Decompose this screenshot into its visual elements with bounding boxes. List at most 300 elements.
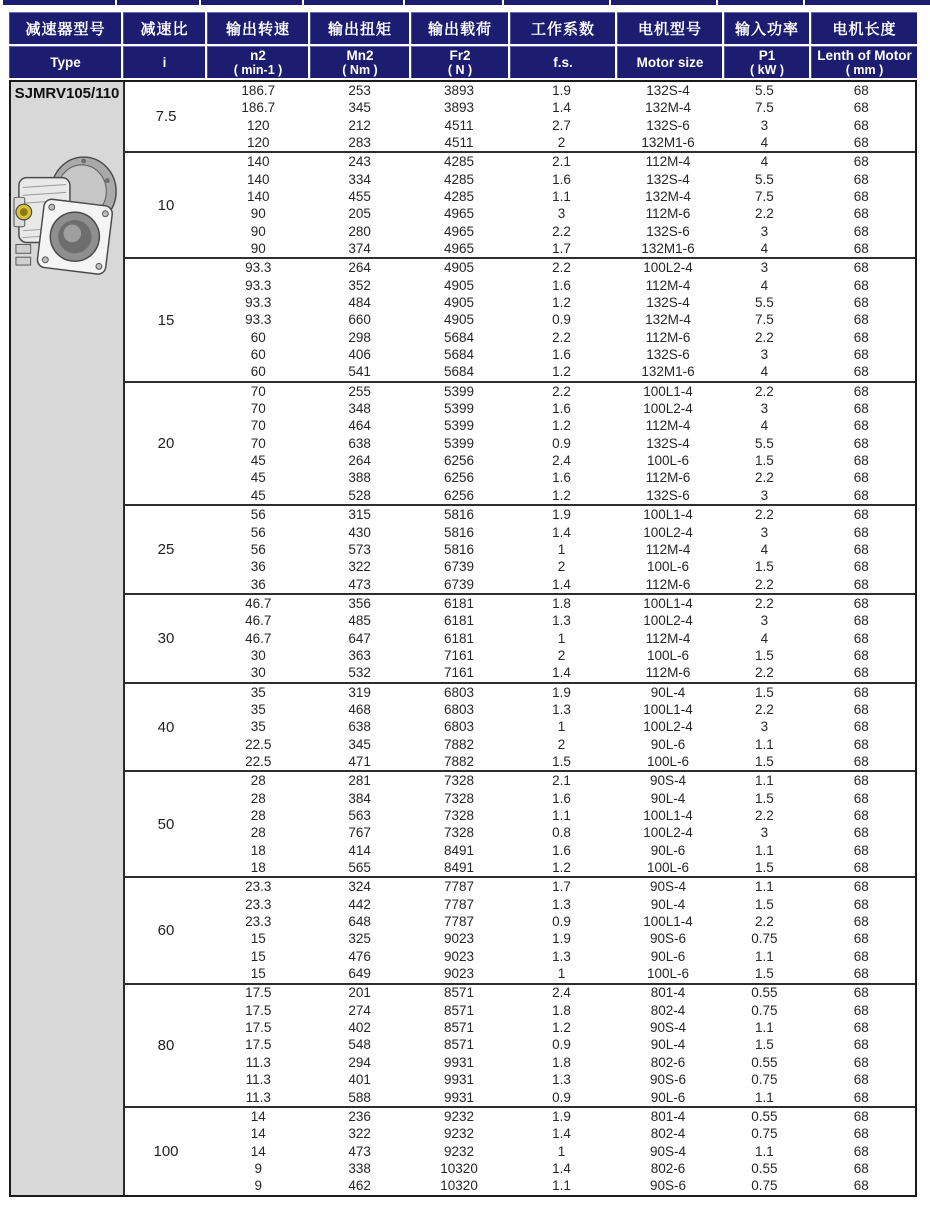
cell-mn2: 473 bbox=[348, 576, 371, 592]
cell-fs: 1.2 bbox=[552, 364, 571, 380]
cell-mn2: 484 bbox=[348, 295, 371, 311]
cell-fs: 2.7 bbox=[552, 117, 571, 133]
header-cn-label: 输出扭矩 bbox=[327, 21, 392, 38]
cell-n2: 22.5 bbox=[245, 753, 272, 769]
cell-motor-size: 801-4 bbox=[650, 985, 686, 1001]
cell-motor-length: 68 bbox=[853, 470, 869, 486]
cell-n2: 140 bbox=[246, 154, 270, 170]
cell-mn2: 236 bbox=[348, 1108, 371, 1124]
cell-fr2: 5399 bbox=[444, 401, 475, 417]
ratio-value: 10 bbox=[157, 196, 175, 214]
cell-motor-size: 90L-4 bbox=[650, 1037, 686, 1053]
cell-motor-length: 68 bbox=[853, 595, 869, 611]
cell-motor-length: 68 bbox=[853, 541, 869, 557]
cell-fr2: 6181 bbox=[444, 613, 475, 629]
cell-motor-length: 68 bbox=[853, 347, 869, 363]
page-top-rule bbox=[3, 0, 930, 5]
cell-p1: 1.1 bbox=[754, 773, 774, 789]
header-cn-label: 减速器型号 bbox=[25, 21, 106, 38]
cell-fs: 1.7 bbox=[552, 241, 571, 257]
cell-fr2: 7328 bbox=[444, 773, 475, 789]
cell-n2: 70 bbox=[250, 435, 266, 451]
cell-motor-length: 68 bbox=[853, 985, 869, 1001]
cell-n2: 120 bbox=[246, 117, 270, 133]
cell-fs: 1.6 bbox=[552, 347, 571, 363]
cell-n2: 14 bbox=[250, 1143, 266, 1159]
cell-mn2: 565 bbox=[348, 860, 371, 876]
cell-fr2: 6256 bbox=[444, 487, 475, 503]
cell-p1: 5.5 bbox=[754, 171, 774, 187]
cell-fs: 1.1 bbox=[552, 1178, 571, 1194]
cell-fs: 1.9 bbox=[552, 684, 571, 700]
cell-motor-size: 801-4 bbox=[650, 1108, 686, 1124]
cell-n2: 93.3 bbox=[245, 295, 272, 311]
cell-n2: 120 bbox=[246, 134, 270, 150]
table-row bbox=[207, 1160, 915, 1177]
table-row bbox=[207, 1037, 915, 1054]
table-row bbox=[207, 859, 915, 876]
cell-motor-length: 68 bbox=[853, 1072, 869, 1088]
cell-mn2: 243 bbox=[348, 154, 371, 170]
table-header-cn-row bbox=[9, 12, 917, 44]
cell-fs: 1.6 bbox=[552, 790, 571, 806]
cell-fr2: 9931 bbox=[444, 1054, 475, 1070]
table-row bbox=[207, 1054, 915, 1071]
cell-p1: 0.75 bbox=[751, 1178, 778, 1194]
cell-motor-length: 68 bbox=[853, 100, 869, 116]
cell-fr2: 7328 bbox=[444, 825, 475, 841]
cell-fs: 2 bbox=[557, 736, 566, 752]
cell-p1: 0.75 bbox=[751, 1002, 778, 1018]
header-cell-cn-5 bbox=[510, 12, 615, 44]
cell-p1: 1.5 bbox=[754, 559, 774, 575]
cell-n2: 45 bbox=[250, 487, 266, 503]
cell-n2: 60 bbox=[250, 347, 266, 363]
cell-fs: 1.2 bbox=[552, 1020, 571, 1036]
header-cell-en-8 bbox=[811, 46, 917, 78]
cell-fr2: 4905 bbox=[444, 312, 475, 328]
cell-motor-length: 68 bbox=[853, 171, 869, 187]
cell-mn2: 255 bbox=[348, 383, 371, 399]
ratio-group bbox=[125, 381, 915, 504]
cell-n2: 30 bbox=[250, 665, 266, 681]
cell-fr2: 6256 bbox=[444, 470, 475, 486]
table-row bbox=[207, 82, 915, 99]
table-row bbox=[207, 506, 915, 523]
cell-fr2: 7882 bbox=[444, 736, 475, 752]
cell-motor-size: 100L2-4 bbox=[643, 260, 693, 276]
cell-p1: 2.2 bbox=[754, 595, 774, 611]
cell-mn2: 541 bbox=[348, 364, 371, 380]
cell-mn2: 473 bbox=[348, 1143, 371, 1159]
header-cn-label: 电机长度 bbox=[832, 21, 897, 38]
cell-motor-length: 68 bbox=[853, 418, 869, 434]
cell-n2: 15 bbox=[250, 966, 266, 982]
header-cn-label: 减速比 bbox=[140, 21, 189, 38]
cell-fs: 1.4 bbox=[552, 100, 571, 116]
cell-motor-length: 68 bbox=[853, 773, 869, 789]
table-row bbox=[207, 558, 915, 575]
cell-motor-size: 132M-4 bbox=[645, 100, 691, 116]
cell-mn2: 455 bbox=[348, 188, 371, 204]
ratio-value: 100 bbox=[153, 1142, 179, 1160]
cell-motor-length: 68 bbox=[853, 576, 869, 592]
cell-motor-length: 68 bbox=[853, 719, 869, 735]
cell-mn2: 374 bbox=[348, 241, 371, 257]
cell-fs: 1.4 bbox=[552, 1126, 571, 1142]
ratio-group bbox=[125, 82, 915, 151]
cell-n2: 28 bbox=[250, 790, 266, 806]
cell-p1: 3 bbox=[760, 223, 769, 239]
header-cn-label: 输出载荷 bbox=[427, 21, 492, 38]
top-rule-segment bbox=[117, 0, 199, 5]
cell-fs: 1.3 bbox=[552, 896, 571, 912]
cell-fr2: 9023 bbox=[444, 948, 475, 964]
cell-n2: 11.3 bbox=[245, 1054, 271, 1070]
cell-motor-size: 132M-4 bbox=[645, 312, 691, 328]
ratio-group bbox=[125, 1106, 915, 1195]
ratio-value: 60 bbox=[157, 922, 175, 939]
header-cell-en-7 bbox=[724, 46, 809, 78]
cell-n2: 70 bbox=[250, 401, 266, 417]
cell-p1: 0.55 bbox=[751, 985, 778, 1001]
header-unit-label: ( Nm ) bbox=[342, 63, 378, 77]
cell-mn2: 264 bbox=[348, 260, 371, 276]
cell-motor-length: 68 bbox=[853, 524, 869, 540]
cell-n2: 90 bbox=[250, 206, 266, 222]
cell-motor-length: 68 bbox=[853, 647, 869, 663]
cell-motor-size: 90L-4 bbox=[650, 790, 686, 806]
cell-p1: 4 bbox=[760, 154, 769, 170]
cell-mn2: 638 bbox=[348, 435, 371, 451]
cell-p1: 1.5 bbox=[754, 453, 774, 469]
cell-mn2: 638 bbox=[348, 719, 371, 735]
cell-n2: 30 bbox=[250, 647, 266, 663]
cell-p1: 3 bbox=[760, 260, 769, 276]
cell-fr2: 6739 bbox=[444, 576, 475, 592]
cell-p1: 0.55 bbox=[751, 1108, 778, 1124]
cell-n2: 45 bbox=[250, 470, 266, 486]
cell-mn2: 388 bbox=[348, 470, 371, 486]
cell-p1: 1.1 bbox=[754, 842, 774, 858]
table-row bbox=[207, 346, 915, 363]
cell-mn2: 348 bbox=[348, 401, 371, 417]
cell-motor-length: 68 bbox=[853, 1089, 869, 1105]
ratio-value: 20 bbox=[157, 435, 175, 453]
cell-mn2: 648 bbox=[348, 914, 371, 930]
top-rule-segment bbox=[805, 0, 930, 5]
cell-motor-size: 100L-6 bbox=[646, 860, 690, 876]
cell-fr2: 7787 bbox=[444, 896, 475, 912]
cell-fr2: 9023 bbox=[444, 966, 475, 982]
header-unit-label: ( N ) bbox=[447, 63, 473, 77]
cell-fs: 1.6 bbox=[552, 470, 571, 486]
cell-motor-length: 68 bbox=[853, 383, 869, 399]
cell-mn2: 363 bbox=[348, 647, 371, 663]
cell-fs: 1.9 bbox=[552, 507, 571, 523]
cell-motor-length: 68 bbox=[853, 914, 869, 930]
cell-fr2: 5684 bbox=[444, 347, 475, 363]
cell-motor-size: 100L2-4 bbox=[643, 825, 693, 841]
cell-motor-size: 90S-4 bbox=[649, 773, 687, 789]
cell-n2: 36 bbox=[250, 559, 266, 575]
header-cn-label: 输入功率 bbox=[734, 21, 799, 38]
cell-p1: 3 bbox=[760, 825, 769, 841]
cell-n2: 140 bbox=[246, 171, 270, 187]
cell-mn2: 334 bbox=[348, 171, 371, 187]
header-cell-cn-8 bbox=[811, 12, 917, 44]
cell-motor-length: 68 bbox=[853, 401, 869, 417]
header-cn-label: 工作系数 bbox=[530, 21, 595, 38]
top-rule-segment bbox=[611, 0, 716, 5]
cell-motor-length: 68 bbox=[853, 82, 869, 98]
table-row bbox=[207, 1071, 915, 1088]
header-cell-cn-0 bbox=[9, 12, 121, 44]
table-row bbox=[207, 1125, 915, 1142]
cell-fr2: 4285 bbox=[444, 188, 475, 204]
ratio-group bbox=[125, 257, 915, 380]
cell-p1: 1.5 bbox=[754, 896, 774, 912]
cell-p1: 0.75 bbox=[751, 931, 778, 947]
cell-motor-size: 90S-4 bbox=[649, 879, 687, 895]
cell-motor-length: 68 bbox=[853, 825, 869, 841]
cell-fr2: 6803 bbox=[444, 684, 475, 700]
cell-fr2: 5399 bbox=[444, 418, 475, 434]
cell-fs: 2.1 bbox=[552, 773, 571, 789]
cell-n2: 36 bbox=[250, 576, 266, 592]
cell-mn2: 345 bbox=[348, 736, 371, 752]
cell-mn2: 471 bbox=[348, 753, 371, 769]
table-row bbox=[207, 117, 915, 134]
cell-fs: 1.2 bbox=[552, 295, 571, 311]
cell-n2: 60 bbox=[250, 364, 266, 380]
cell-motor-length: 68 bbox=[853, 1054, 869, 1070]
cell-mn2: 264 bbox=[348, 453, 371, 469]
cell-p1: 4 bbox=[760, 541, 769, 557]
cell-motor-length: 68 bbox=[853, 312, 869, 328]
table-row bbox=[207, 736, 915, 753]
cell-fr2: 6181 bbox=[444, 630, 475, 646]
cell-n2: 22.5 bbox=[245, 736, 272, 752]
cell-p1: 4 bbox=[760, 241, 769, 257]
cell-motor-length: 68 bbox=[853, 860, 869, 876]
table-row bbox=[207, 931, 915, 948]
cell-fs: 2.2 bbox=[552, 260, 571, 276]
cell-motor-size: 90L-4 bbox=[650, 684, 686, 700]
cell-motor-length: 68 bbox=[853, 241, 869, 257]
header-cell-cn-1 bbox=[123, 12, 205, 44]
cell-fr2: 7328 bbox=[444, 790, 475, 806]
cell-fr2: 9023 bbox=[444, 931, 475, 947]
cell-fs: 2 bbox=[557, 559, 566, 575]
cell-motor-length: 68 bbox=[853, 507, 869, 523]
header-cell-en-5 bbox=[510, 46, 615, 78]
type-column bbox=[11, 82, 125, 1195]
header-unit-label: ( min-1 ) bbox=[233, 63, 283, 77]
cell-n2: 60 bbox=[250, 329, 266, 345]
cell-motor-length: 68 bbox=[853, 684, 869, 700]
table-row bbox=[207, 630, 915, 647]
table-row bbox=[207, 753, 915, 770]
cell-n2: 35 bbox=[250, 719, 266, 735]
cell-mn2: 325 bbox=[348, 931, 371, 947]
cell-motor-size: 132S-6 bbox=[646, 347, 690, 363]
table-row bbox=[207, 259, 915, 276]
table-row bbox=[207, 684, 915, 701]
cell-fs: 1.2 bbox=[552, 860, 571, 876]
cell-mn2: 294 bbox=[348, 1054, 371, 1070]
header-en-label: Motor size bbox=[636, 55, 704, 70]
cell-n2: 28 bbox=[250, 808, 266, 824]
cell-p1: 1.1 bbox=[754, 1089, 774, 1105]
cell-mn2: 649 bbox=[348, 966, 371, 982]
cell-mn2: 201 bbox=[348, 985, 371, 1001]
cell-p1: 7.5 bbox=[754, 312, 774, 328]
cell-n2: 28 bbox=[250, 825, 266, 841]
cell-mn2: 532 bbox=[348, 665, 371, 681]
top-rule-segment bbox=[504, 0, 609, 5]
table-row bbox=[207, 842, 915, 859]
table-row bbox=[207, 470, 915, 487]
table-row bbox=[207, 807, 915, 824]
cell-mn2: 253 bbox=[348, 82, 371, 98]
cell-n2: 11.3 bbox=[245, 1089, 271, 1105]
cell-mn2: 660 bbox=[348, 312, 371, 328]
cell-n2: 90 bbox=[250, 241, 266, 257]
cell-n2: 45 bbox=[250, 453, 266, 469]
cell-fr2: 8571 bbox=[444, 1020, 475, 1036]
cell-motor-length: 68 bbox=[853, 665, 869, 681]
cell-fs: 1.8 bbox=[552, 1054, 571, 1070]
cell-fr2: 4511 bbox=[444, 117, 474, 133]
table-row bbox=[207, 400, 915, 417]
cell-motor-size: 802-4 bbox=[650, 1002, 686, 1018]
cell-p1: 4 bbox=[760, 134, 769, 150]
cell-p1: 5.5 bbox=[754, 82, 774, 98]
table-row bbox=[207, 541, 915, 558]
cell-fr2: 7161 bbox=[444, 665, 475, 681]
cell-fs: 2.1 bbox=[552, 154, 571, 170]
cell-p1: 0.75 bbox=[751, 1126, 778, 1142]
worm-gear-reducer-drawing-icon bbox=[13, 140, 121, 288]
table-header-en-row bbox=[9, 46, 917, 78]
cell-motor-length: 68 bbox=[853, 117, 869, 133]
cell-fs: 1.4 bbox=[552, 524, 571, 540]
cell-n2: 90 bbox=[250, 223, 266, 239]
cell-motor-size: 100L-6 bbox=[646, 966, 690, 982]
cell-fr2: 9232 bbox=[444, 1108, 475, 1124]
cell-mn2: 462 bbox=[348, 1178, 371, 1194]
cell-motor-length: 68 bbox=[853, 896, 869, 912]
cell-mn2: 319 bbox=[348, 684, 371, 700]
table-row bbox=[207, 664, 915, 681]
table-row bbox=[207, 913, 915, 930]
cell-fs: 2.2 bbox=[552, 223, 571, 239]
cell-n2: 17.5 bbox=[245, 1020, 272, 1036]
cell-motor-size: 100L2-4 bbox=[643, 719, 693, 735]
ratio-group bbox=[125, 876, 915, 982]
top-rule-segment bbox=[201, 0, 302, 5]
cell-motor-size: 132S-4 bbox=[646, 295, 690, 311]
cell-motor-length: 68 bbox=[853, 1020, 869, 1036]
table-row bbox=[207, 878, 915, 895]
cell-p1: 2.2 bbox=[754, 701, 774, 717]
cell-motor-size: 132S-4 bbox=[646, 435, 690, 451]
cell-motor-length: 68 bbox=[853, 223, 869, 239]
cell-motor-length: 68 bbox=[853, 1037, 869, 1053]
cell-motor-length: 68 bbox=[853, 753, 869, 769]
top-rule-segment bbox=[304, 0, 403, 5]
cell-motor-size: 112M-4 bbox=[645, 630, 691, 646]
cell-mn2: 647 bbox=[348, 630, 371, 646]
table-row bbox=[207, 1002, 915, 1019]
cell-mn2: 485 bbox=[348, 613, 371, 629]
cell-motor-size: 90L-6 bbox=[650, 842, 686, 858]
cell-fr2: 7161 bbox=[444, 647, 475, 663]
cell-motor-length: 68 bbox=[853, 1178, 869, 1194]
cell-mn2: 563 bbox=[348, 808, 371, 824]
header-cell-en-6 bbox=[617, 46, 722, 78]
cell-fr2: 10320 bbox=[440, 1160, 478, 1176]
cell-fr2: 5399 bbox=[444, 383, 475, 399]
cell-motor-length: 68 bbox=[853, 808, 869, 824]
cell-motor-size: 132S-4 bbox=[646, 171, 690, 187]
cell-p1: 1.5 bbox=[754, 790, 774, 806]
cell-n2: 23.3 bbox=[245, 879, 272, 895]
cell-fs: 1.9 bbox=[552, 1108, 571, 1124]
cell-fs: 1 bbox=[557, 1143, 566, 1159]
cell-p1: 1.1 bbox=[754, 1143, 774, 1159]
cell-n2: 46.7 bbox=[245, 595, 272, 611]
cell-motor-size: 100L1-4 bbox=[643, 808, 693, 824]
cell-fr2: 8571 bbox=[444, 1002, 475, 1018]
header-unit-label: ( kW ) bbox=[749, 63, 785, 77]
cell-motor-size: 90S-6 bbox=[649, 1178, 687, 1194]
cell-fr2: 3893 bbox=[444, 82, 475, 98]
cell-mn2: 442 bbox=[348, 896, 371, 912]
model-name: SJMRV105/110 bbox=[14, 85, 120, 102]
cell-fr2: 9232 bbox=[444, 1143, 475, 1159]
table-row bbox=[207, 1108, 915, 1125]
cell-motor-length: 68 bbox=[853, 1108, 869, 1124]
ratio-group bbox=[125, 682, 915, 771]
cell-n2: 9 bbox=[254, 1178, 262, 1194]
cell-motor-length: 68 bbox=[853, 966, 869, 982]
cell-n2: 17.5 bbox=[245, 985, 272, 1001]
cell-fr2: 9931 bbox=[444, 1072, 475, 1088]
table-row bbox=[207, 1089, 915, 1106]
ratio-value: 50 bbox=[157, 815, 175, 833]
cell-fs: 1.6 bbox=[552, 277, 571, 293]
header-cn-label: 输出转速 bbox=[225, 21, 290, 38]
top-rule-segment bbox=[3, 0, 115, 5]
cell-fs: 1.8 bbox=[552, 595, 571, 611]
cell-fr2: 8571 bbox=[444, 985, 475, 1001]
cell-p1: 2.2 bbox=[754, 329, 774, 345]
table-row bbox=[207, 1143, 915, 1160]
cell-fr2: 5816 bbox=[444, 507, 475, 523]
cell-p1: 4 bbox=[760, 630, 769, 646]
cell-motor-size: 100L1-4 bbox=[643, 383, 693, 399]
cell-n2: 11.3 bbox=[245, 1072, 271, 1088]
cell-motor-size: 132M1-6 bbox=[641, 134, 695, 150]
cell-p1: 1.1 bbox=[754, 736, 774, 752]
cell-p1: 4 bbox=[760, 364, 769, 380]
cell-mn2: 315 bbox=[348, 507, 371, 523]
cell-mn2: 356 bbox=[348, 595, 371, 611]
cell-mn2: 406 bbox=[348, 347, 371, 363]
cell-p1: 4 bbox=[760, 418, 769, 434]
